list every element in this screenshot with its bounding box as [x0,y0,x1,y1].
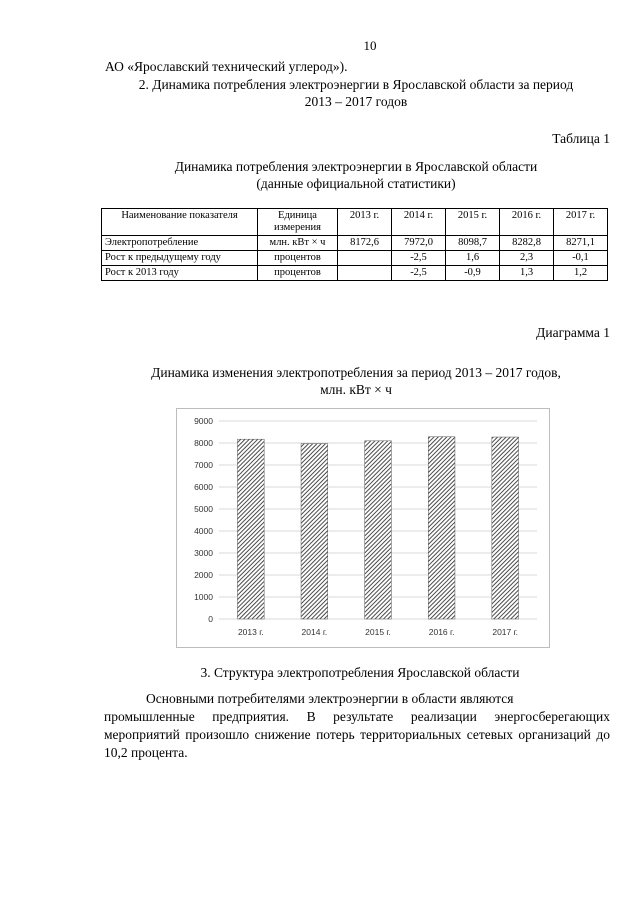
table-label: Таблица 1 [552,131,610,146]
table-title-line1: Динамика потребления электроэнергии в Ярославской области [174,159,538,174]
y-tick-label: 9000 [194,416,213,426]
y-tick-label: 2000 [194,570,213,580]
x-tick-label: 2017 г. [492,627,519,637]
bar-chart [177,409,549,647]
chart-x-axis [238,627,518,637]
x-tick-label: 2015 г. [365,627,391,637]
diagram-title [100,364,612,398]
y-tick-label: 1000 [194,592,213,602]
table-cell: Электропотребление [102,236,258,251]
table-cell: 1,2 [554,266,608,281]
table-header-cell: 2016 г. [500,209,554,236]
table-cell: 1,3 [500,266,554,281]
table-cell: 8271,1 [554,236,608,251]
section2-title-line1: 2. Динамика потребления электроэнергии в Ярославской области за период [138,77,574,92]
table-cell: -0,9 [446,266,500,281]
table-cell: млн. кВт × ч [258,236,338,251]
table-cell: процентов [258,251,338,266]
body-paragraph-rest: промышленные предприятия. В результате реализации энергосберегающих мероприятий произошло снижение потерь территориальных сетевых организаций до 10,2 процента. [104,709,610,760]
diagram-title-line2: млн. кВт × ч [320,382,392,397]
table-header-cell: Наименование показателя [102,209,258,236]
table-cell: 1,6 [446,251,500,266]
diagram-title-line1: Динамика изменения электропотребления за период 2013 – 2017 годов, [151,365,561,380]
table-row [102,251,608,266]
body-paragraph-first-line: Основными потребителями электроэнергии в области являются [146,691,514,706]
table-header-row [102,209,608,236]
table-title [100,158,612,192]
table-header-cell: 2013 г. [338,209,392,236]
y-tick-label: 8000 [194,438,213,448]
table-cell [338,251,392,266]
table-cell: процентов [258,266,338,281]
bar-chart-frame [176,408,550,648]
table-row [102,266,608,281]
x-tick-label: 2016 г. [428,627,455,637]
chart-bar [301,444,328,619]
chart-bar [492,437,519,619]
table-header-cell: 2014 г. [392,209,446,236]
y-tick-label: 5000 [194,504,213,514]
chart-bar [365,441,392,619]
y-tick-label: 0 [208,614,213,624]
table-cell: 7972,0 [392,236,446,251]
y-tick-label: 3000 [194,548,213,558]
statistics-table [101,208,608,281]
x-tick-label: 2014 г. [301,627,328,637]
table-cell: -0,1 [554,251,608,266]
intro-tail-text: АО «Ярославский технический углерод»). [105,59,348,74]
table-cell: 8098,7 [446,236,500,251]
diagram-label: Диаграмма 1 [536,325,610,340]
section2-title [100,76,612,110]
y-tick-label: 7000 [194,460,213,470]
table-cell: 8172,6 [338,236,392,251]
x-tick-label: 2013 г. [237,627,264,637]
table-cell: Рост к 2013 году [102,266,258,281]
body-paragraph [104,690,610,762]
chart-bars [237,437,518,619]
section2-title-line2: 2013 – 2017 годов [304,94,408,109]
table-cell: 8282,8 [500,236,554,251]
chart-bar [237,439,264,619]
y-tick-label: 4000 [194,526,213,536]
table-header-cell: 2017 г. [554,209,608,236]
table-header-cell: Единица измерения [258,209,338,236]
table-cell: -2,5 [392,251,446,266]
table-header-cell: 2015 г. [446,209,500,236]
table-cell [338,266,392,281]
table-cell: 2,3 [500,251,554,266]
section3-title: 3. Структура электропотребления Ярославской области [200,665,520,680]
table-title-line2: (данные официальной статистики) [256,176,456,191]
table-cell: -2,5 [392,266,446,281]
page-number: 10 [363,38,377,53]
chart-y-axis [194,416,213,624]
table-row [102,236,608,251]
table-cell: Рост к предыдущему году [102,251,258,266]
chart-bar [428,437,455,619]
y-tick-label: 6000 [194,482,213,492]
